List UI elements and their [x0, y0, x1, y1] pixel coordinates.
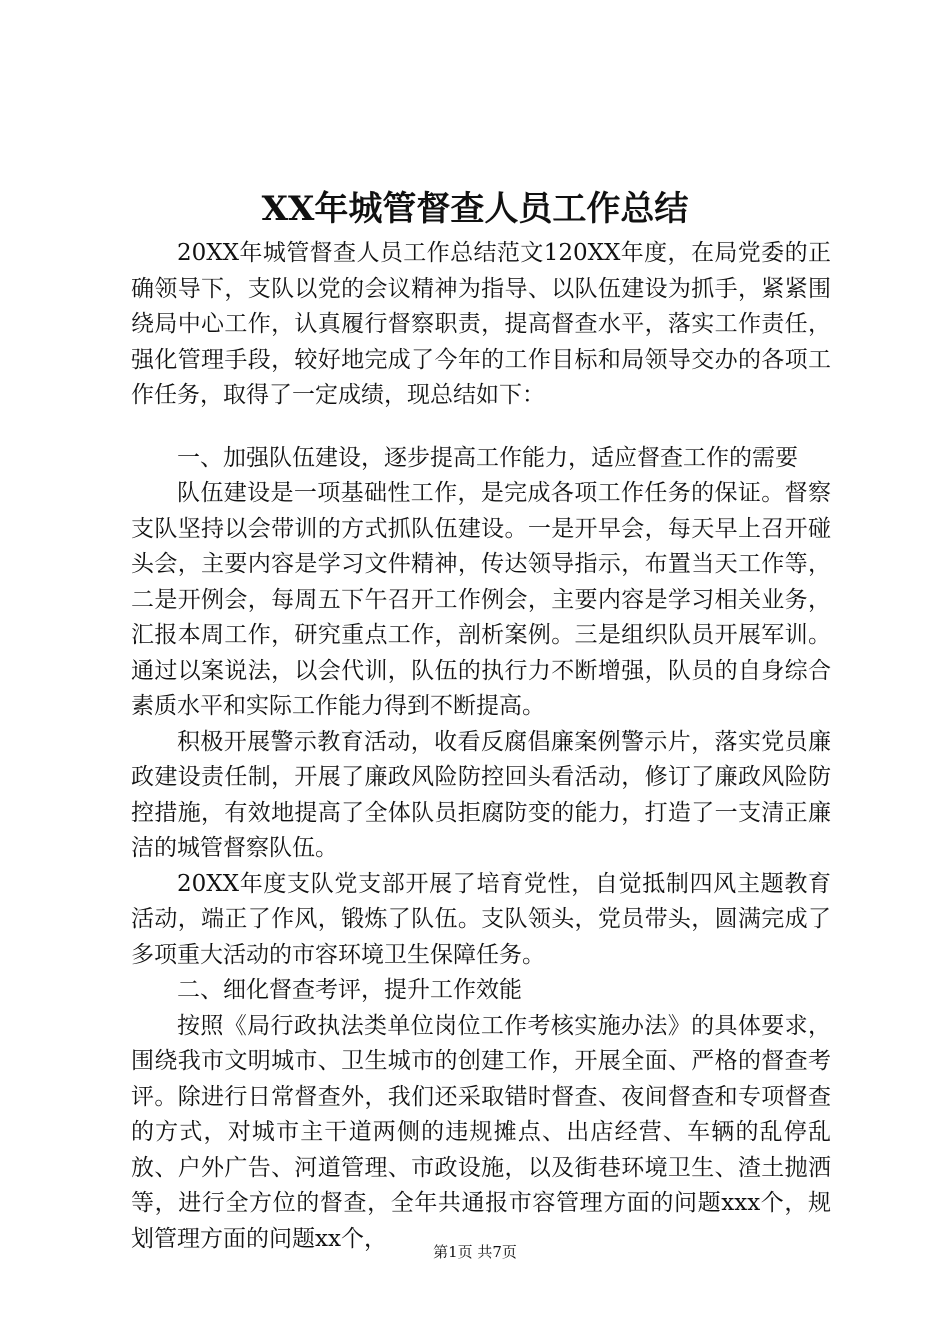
body-paragraph: 积极开展警示教育活动，收看反腐倡廉案例警示片，落实党员廉政建设责任制，开展了廉政风险防控回头看活动，修订了廉政风险防控措施，有效地提高了全体队员拒腐防变的能力，打造了一支清正廉洁的城管督察队伍。: [131, 728, 831, 861]
body-paragraph: 按照《局行政执法类单位岗位工作考核实施办法》的具体要求，围绕我市文明城市、卫生城市的创建工作，开展全面、严格的督查考评。除进行日常督查外，我们还采取错时督查、夜间督查和专项督查的方式，对城市主干道两侧的违规摊点、出店经营、车辆的乱停乱放、户外广告、河道管理、市政设施，以及街巷环境卫生、渣土抛洒等，进行全方位的督查，全年共通报市容管理方面的问题xxx个，规划管理方面的问题xx个，: [131, 1012, 831, 1252]
paragraph-spacer: [131, 414, 831, 441]
section-heading-2: 二、细化督查考评，提升工作效能: [177, 977, 522, 1003]
section-heading-1: 一、加强队伍建设，逐步提高工作能力，适应督查工作的需要: [177, 444, 798, 471]
body-paragraph: 队伍建设是一项基础性工作，是完成各项工作任务的保证。督察支队坚持以会带训的方式抓队伍建设。一是开早会，每天早上召开碰头会，主要内容是学习文件精神，传达领导指示，布置当天工作等，二是开例会，每周五下午召开工作例会，主要内容是学习相关业务，汇报本周工作，研究重点工作，剖析案例。三是组织队员开展军训。通过以案说法，以会代训，队伍的执行力不断增强，队员的自身综合素质水平和实际工作能力得到不断提高。: [131, 480, 831, 719]
intro-paragraph: 20XX年城管督查人员工作总结范文120XX年度，在局党委的正确领导下，支队以党的会议精神为指导、以队伍建设为抓手，紧紧围绕局中心工作，认真履行督察职责，提高督查水平，落实工作责任，强化管理手段，较好地完成了今年的工作目标和局领导交办的各项工作任务，取得了一定成绩，现总结如下：: [131, 240, 831, 408]
document-title: XX年城管督查人员工作总结: [261, 189, 689, 229]
page-number-footer: 第1页 共7页: [433, 1243, 517, 1261]
body-paragraph: 20XX年度支队党支部开展了培育党性，自觉抵制四风主题教育活动，端正了作风，锻炼了队伍。支队领头，党员带头，圆满完成了多项重大活动的市容环境卫生保障任务。: [131, 870, 831, 968]
document-body: [131, 236, 831, 1257]
